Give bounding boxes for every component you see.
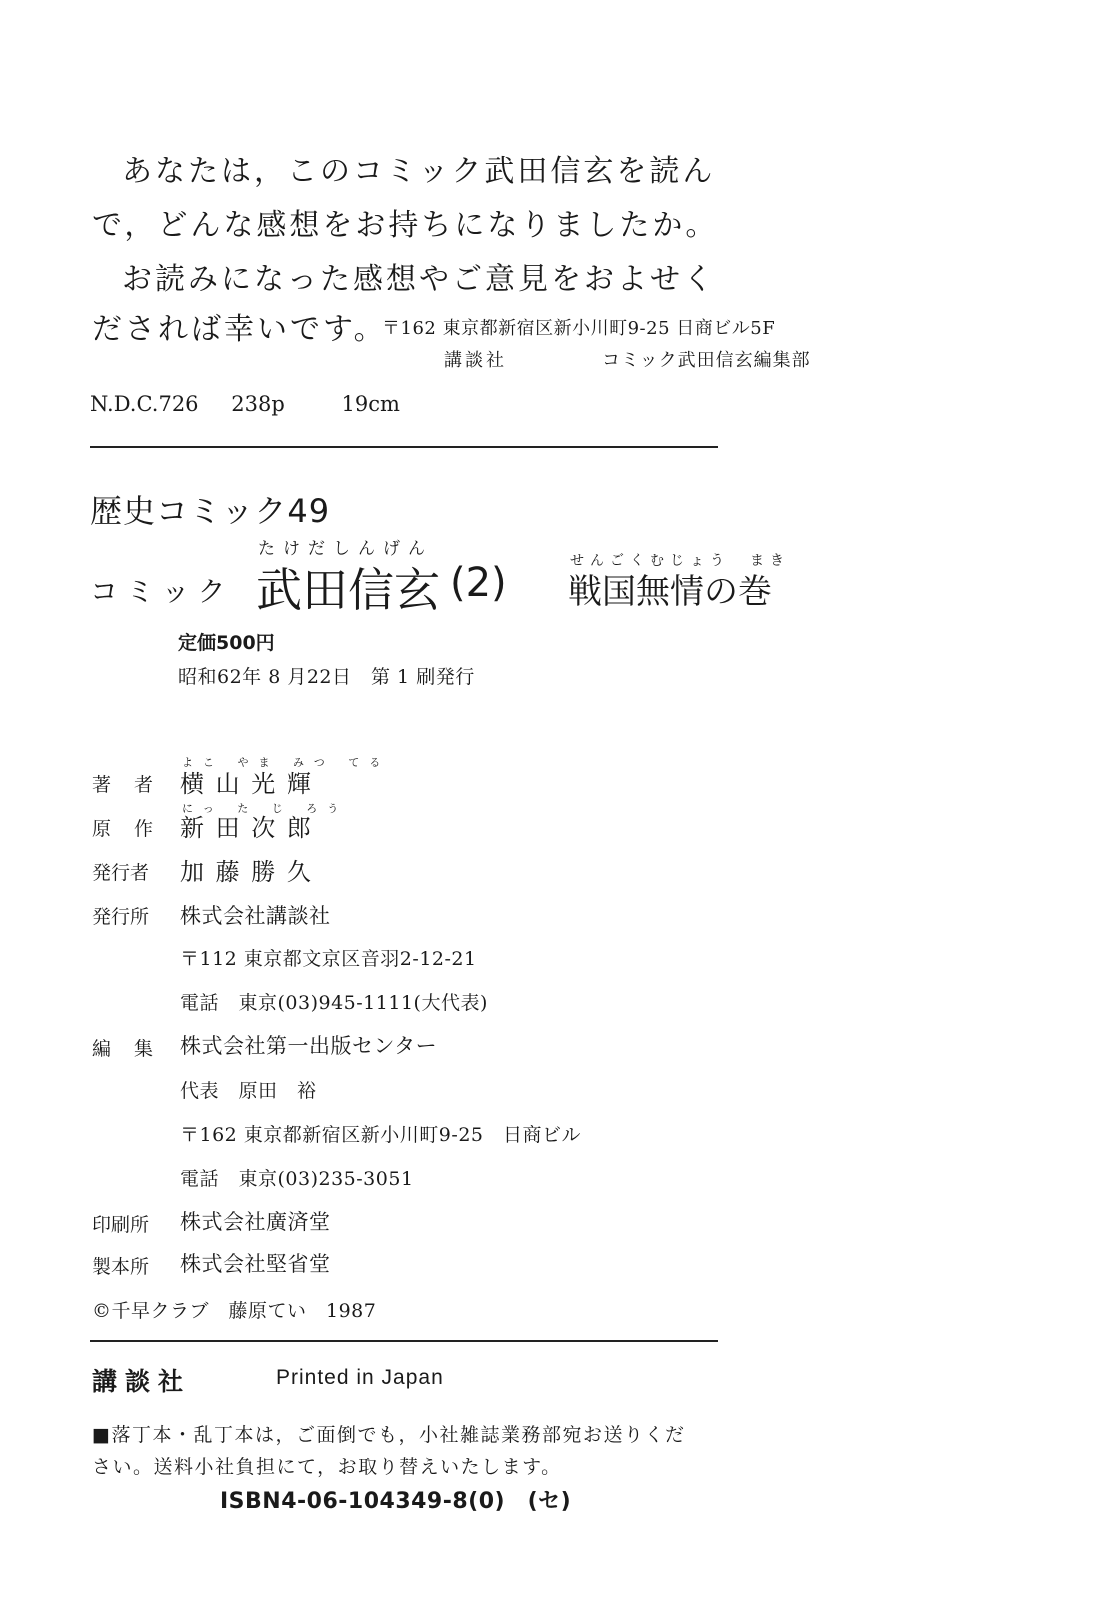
reader-message-recipient-dept: コミック武田信玄編集部 bbox=[602, 350, 811, 371]
original-author-name: 新 田 次 郎 bbox=[180, 814, 313, 842]
series-title: 歴史コミック49 bbox=[90, 492, 331, 530]
original-author-label: 原 作 bbox=[92, 818, 156, 840]
reader-message-line-1: あなたは，このコミック武田信玄を読ん bbox=[122, 154, 716, 189]
editor-address: 〒162 東京都新宿区新小川町9-25 日商ビル bbox=[180, 1124, 581, 1146]
binder-name: 株式会社堅省堂 bbox=[180, 1252, 331, 1276]
notice-line-2: さい。送料小社負担にて，お取り替えいたします。 bbox=[92, 1456, 562, 1478]
printer-name: 株式会社廣済堂 bbox=[180, 1210, 331, 1234]
editor-label: 編 集 bbox=[92, 1038, 156, 1060]
publisher-phone: 電話 東京(03)945-1111(大代表) bbox=[180, 992, 488, 1014]
issuer-label: 発行者 bbox=[92, 862, 150, 884]
issuer-name: 加 藤 勝 久 bbox=[180, 858, 313, 886]
editor-representative: 代表 原田 裕 bbox=[180, 1080, 317, 1102]
copyright: ©千早クラブ 藤原てい 1987 bbox=[92, 1300, 377, 1322]
ndc-pages: 238p bbox=[231, 392, 285, 416]
title-subtitle: 戦国無情の巻 bbox=[568, 572, 772, 612]
reader-message-line-2: で，どんな感想をお持ちになりましたか。 bbox=[92, 208, 719, 243]
publisher-mark: 講談社 bbox=[92, 1367, 192, 1396]
price: 定価500円 bbox=[178, 632, 275, 654]
author-ruby: よこ やま みつ てる bbox=[182, 756, 391, 769]
ndc-size: 19cm bbox=[341, 392, 400, 416]
ndc-info bbox=[90, 392, 400, 416]
original-author-ruby: にっ た じ ろう bbox=[182, 802, 349, 815]
author-name: 横 山 光 輝 bbox=[180, 770, 313, 798]
notice-line-1: ■落丁本・乱丁本は，ご面倒でも，小社雑誌業務部宛お送りくだ bbox=[92, 1424, 686, 1446]
isbn: ISBN4-06-104349-8(0) (セ) bbox=[220, 1489, 572, 1514]
title-prefix: コミック bbox=[90, 575, 234, 608]
binder-label: 製本所 bbox=[92, 1256, 150, 1278]
editor-phone: 電話 東京(03)235-3051 bbox=[180, 1168, 414, 1190]
book-title bbox=[90, 540, 890, 620]
title-volume: (2) bbox=[450, 560, 507, 606]
author-label: 著 者 bbox=[92, 774, 156, 796]
printed-in: Printed in Japan bbox=[276, 1366, 444, 1389]
publisher-address: 〒112 東京都文京区音羽2-12-21 bbox=[180, 948, 477, 970]
publisher-name: 株式会社講談社 bbox=[180, 904, 331, 928]
ndc-code: N.D.C.726 bbox=[90, 392, 199, 416]
divider-bottom bbox=[90, 1340, 718, 1342]
publisher-label: 発行所 bbox=[92, 906, 150, 928]
title-main: 武田信玄 bbox=[256, 563, 440, 617]
reader-message-line-3: お読みになった感想やご意見をおよせく bbox=[122, 262, 716, 297]
printer-label: 印刷所 bbox=[92, 1214, 150, 1236]
reader-message-address: 〒162 東京都新宿区新小川町9-25 日商ビル5F bbox=[382, 318, 776, 339]
reader-message-line-4: だされば幸いです。 bbox=[92, 312, 387, 347]
editor-name: 株式会社第一出版センター bbox=[180, 1034, 438, 1058]
divider-top bbox=[90, 446, 718, 448]
reader-message-recipient-company: 講談社 bbox=[444, 350, 507, 371]
title-subtitle-ruby: せんごくむじょう まき bbox=[570, 553, 790, 569]
publication-date: 昭和62年 8 月22日 第 1 刷発行 bbox=[178, 666, 475, 688]
title-main-ruby: たけだしんげん bbox=[258, 539, 433, 559]
